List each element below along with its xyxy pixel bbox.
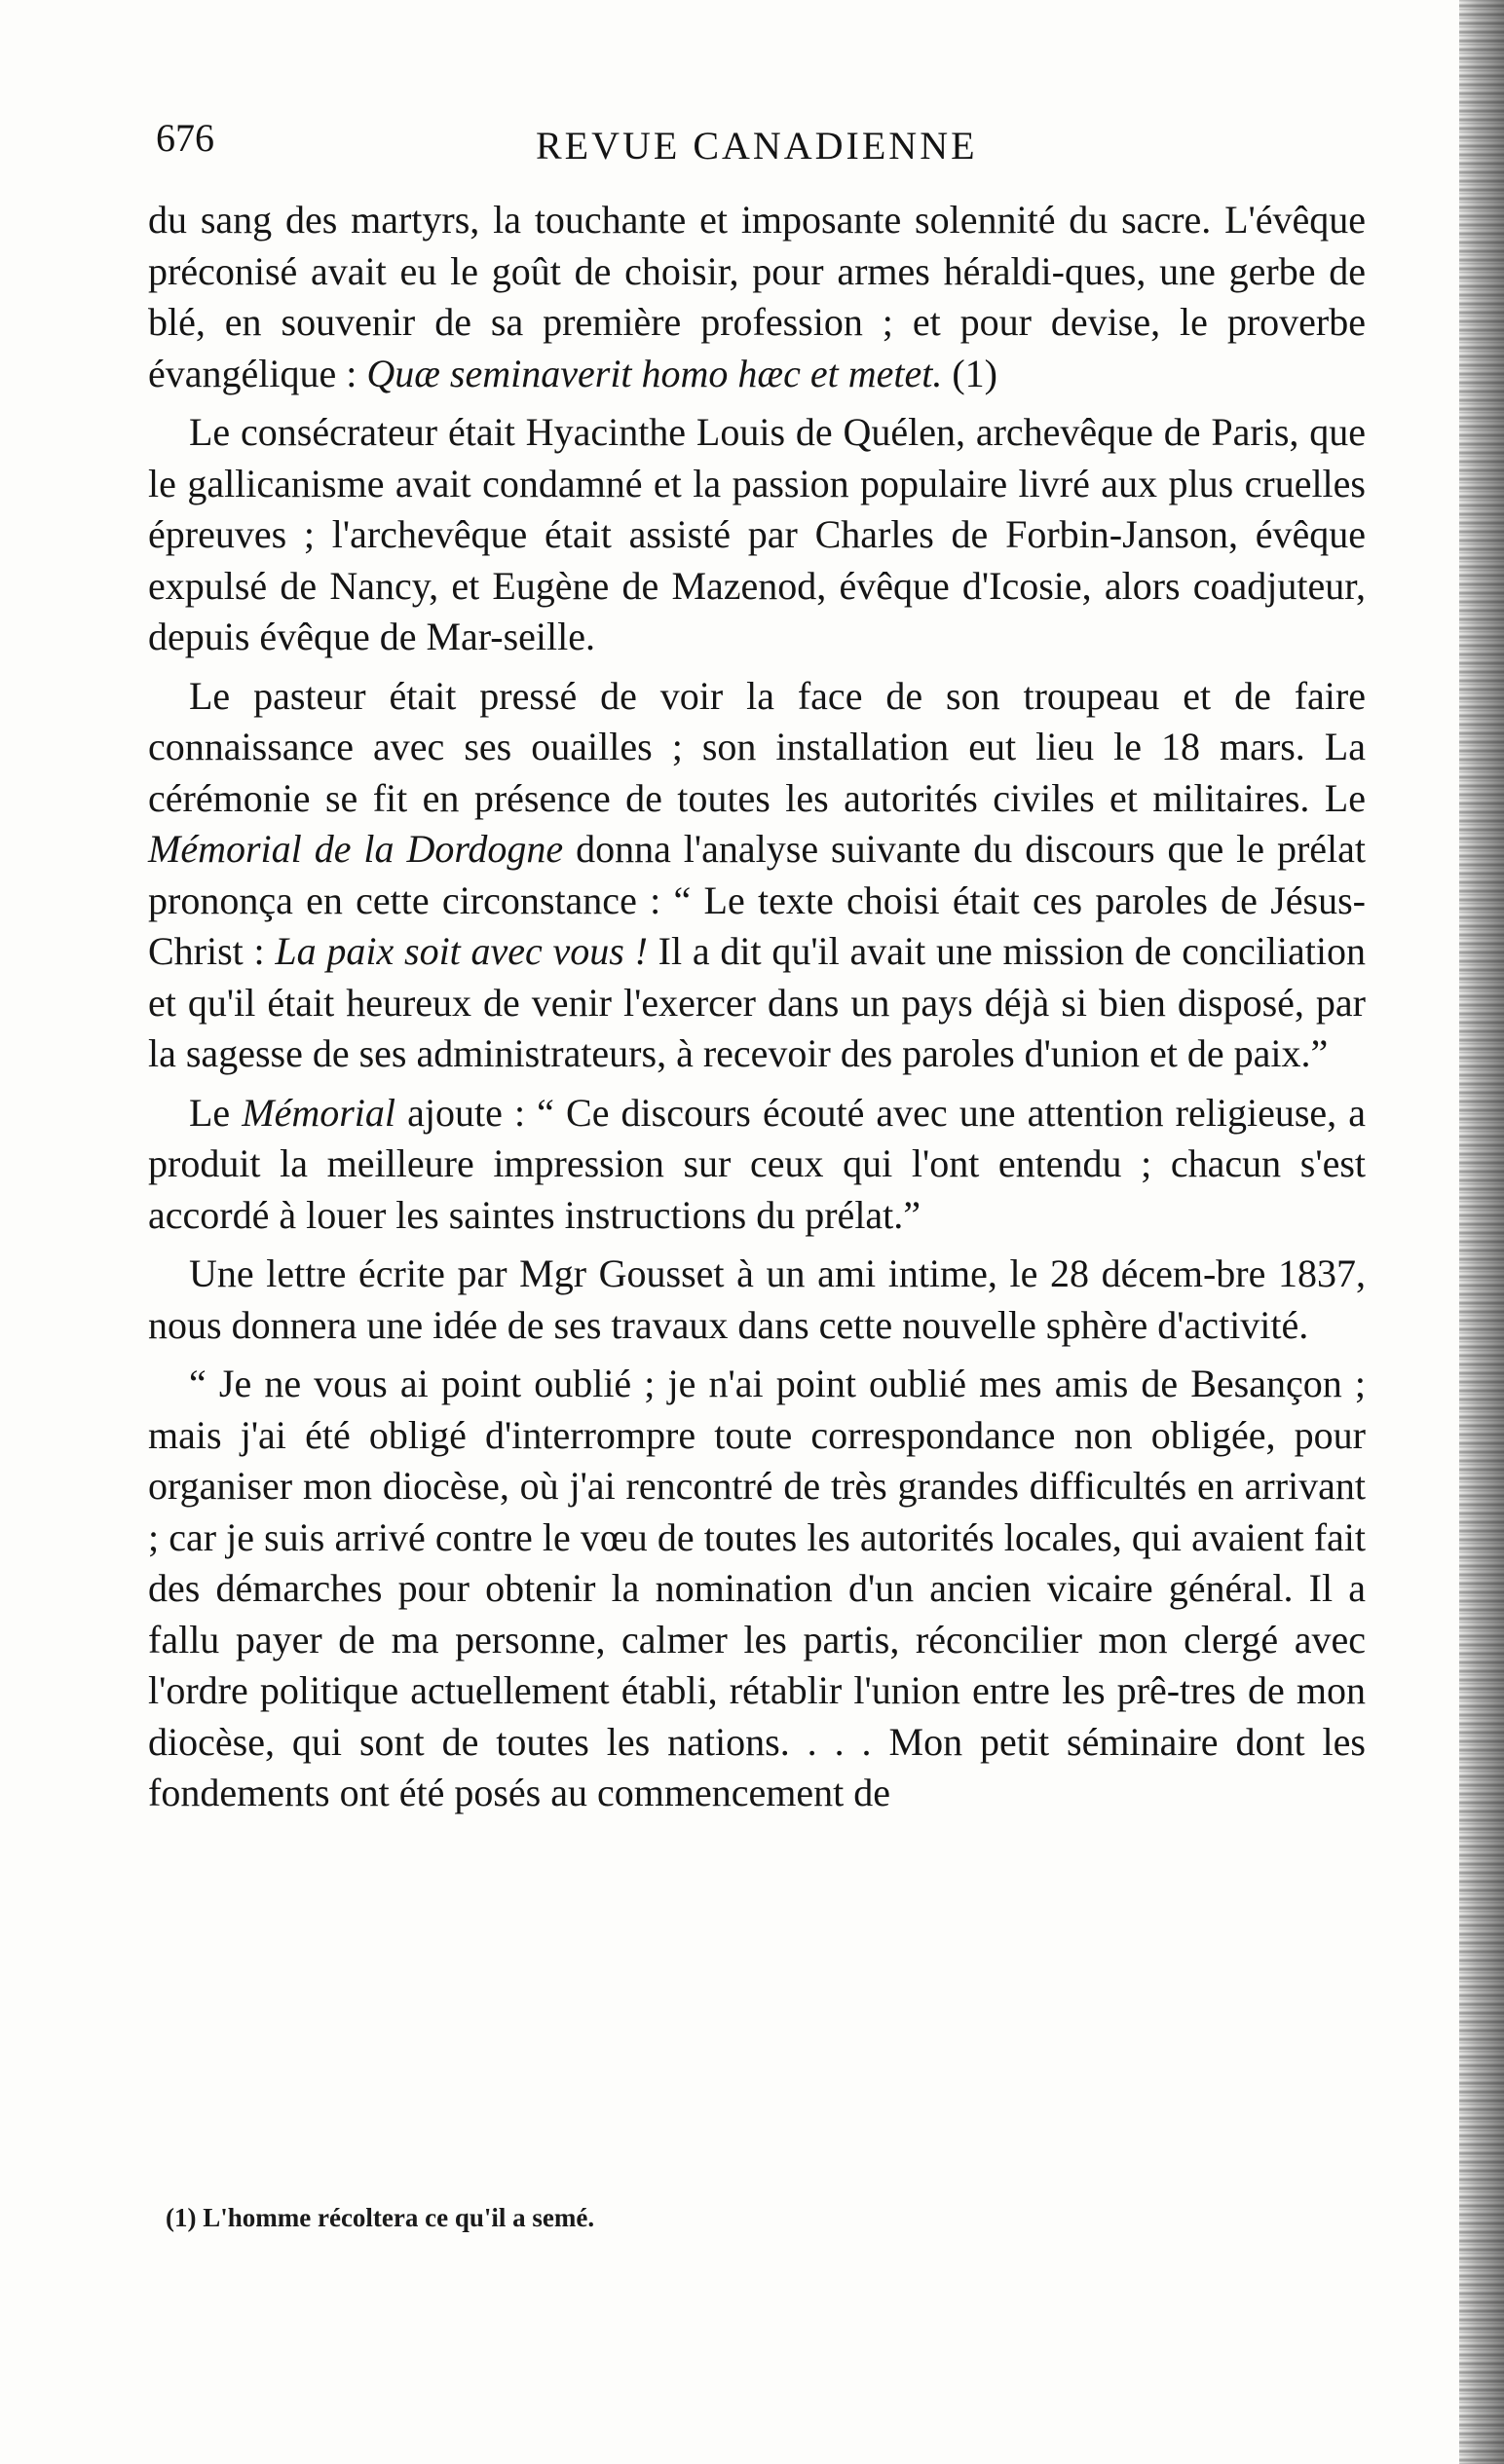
- body-text: [148, 195, 1366, 1827]
- page-number: 676: [156, 116, 214, 160]
- paragraph-1-text: du sang des martyrs, la touchante et imposante solennité du sacre. L'évêque préconisé avait eu le goût de choisir, pour armes héraldi-ques, une gerbe de blé, en souvenir de sa première profession ; et pour devise, le proverbe évangélique :: [148, 198, 1366, 395]
- footnote-reference: (1): [942, 351, 997, 395]
- paragraph-3: [148, 671, 1366, 1080]
- paragraph-4: [148, 1088, 1366, 1242]
- paragraph-3-part-a: Le pasteur était pressé de voir la face de son troupeau et de faire connaissance avec ses ouailles ; son installation eut lieu le 18 mars. La cérémonie se fit en présence de toutes les autorités civiles et militaires. Le: [148, 673, 1366, 820]
- footnote: (1) L'homme récoltera ce qu'il a semé.: [166, 2203, 595, 2232]
- paragraph-4-newspaper-title: Mémorial: [242, 1090, 396, 1135]
- paragraph-3-part-c: Il a dit qu'il avait une mission de conciliation et qu'il était heureux de venir l'exercer dans un pays déjà si bien disposé, par la sagesse de ses administrateurs, à recevoir des paroles d'union et de paix.”: [148, 929, 1367, 1075]
- paragraph-2: Le consécrateur était Hyacinthe Louis de Quélen, archevêque de Paris, que le gallicanisme avait condamné et la passion populaire livré aux plus cruelles épreuves ; l'archevêque était assisté par Charles de Forbin-Janson, évêque expulsé de Nancy, et Eugène de Mazenod, évêque d'Icosie, alors coadjuteur, depuis évêque de Mar-seille.: [148, 410, 1366, 658]
- page-header: [156, 115, 1364, 173]
- scan-edge-shadow: [1459, 0, 1504, 2464]
- paragraph-1: [148, 195, 1366, 399]
- running-title: REVUE CANADIENNE: [536, 124, 978, 168]
- paragraph-3-quote-italic: La paix soit avec vous !: [275, 929, 648, 973]
- paragraph-4-part-b: ajoute : “ Ce discours écouté avec une attention religieuse, a produit la meilleure impression sur ceux qui l'ont entendu ; chacun s'est accordé à louer les saintes instructions du prélat.”: [148, 1090, 1366, 1237]
- paragraph-6: “ Je ne vous ai point oublié ; je n'ai point oublié mes amis de Besançon ; mais j'ai été obligé d'interrompre toute correspondance non obligée, pour organiser mon diocèse, où j'ai rencontré de très grandes difficultés en arrivant ; car je suis arrivé contre le vœu de toutes les autorités locales, qui avaient fait des démarches pour obtenir la nomination d'un ancien vicaire général. Il a fallu payer de ma personne, calmer les partis, réconcilier mon clergé avec l'ordre politique actuellement établi, rétablir l'union entre les prê-tres de mon diocèse, qui sont de toutes les nations. . . . Mon petit séminaire dont les fondements ont été posés au commencement de: [148, 1362, 1366, 1814]
- paragraph-1-latin-motto: Quæ seminaverit homo hæc et metet.: [366, 351, 943, 395]
- paragraph-3-newspaper-title: Mémorial de la Dordogne: [148, 827, 564, 871]
- paragraph-3-part-b: donna l'analyse suivante du discours que le prélat prononça en cette circonstance : “ Le texte choisi était ces paroles de Jésus-Christ :: [148, 827, 1367, 973]
- paragraph-4-part-a: Le: [189, 1090, 243, 1135]
- paragraph-5: Une lettre écrite par Mgr Gousset à un ami intime, le 28 décem-bre 1837, nous donnera une idée de ses travaux dans cette nouvelle sphère d'activité.: [148, 1251, 1366, 1347]
